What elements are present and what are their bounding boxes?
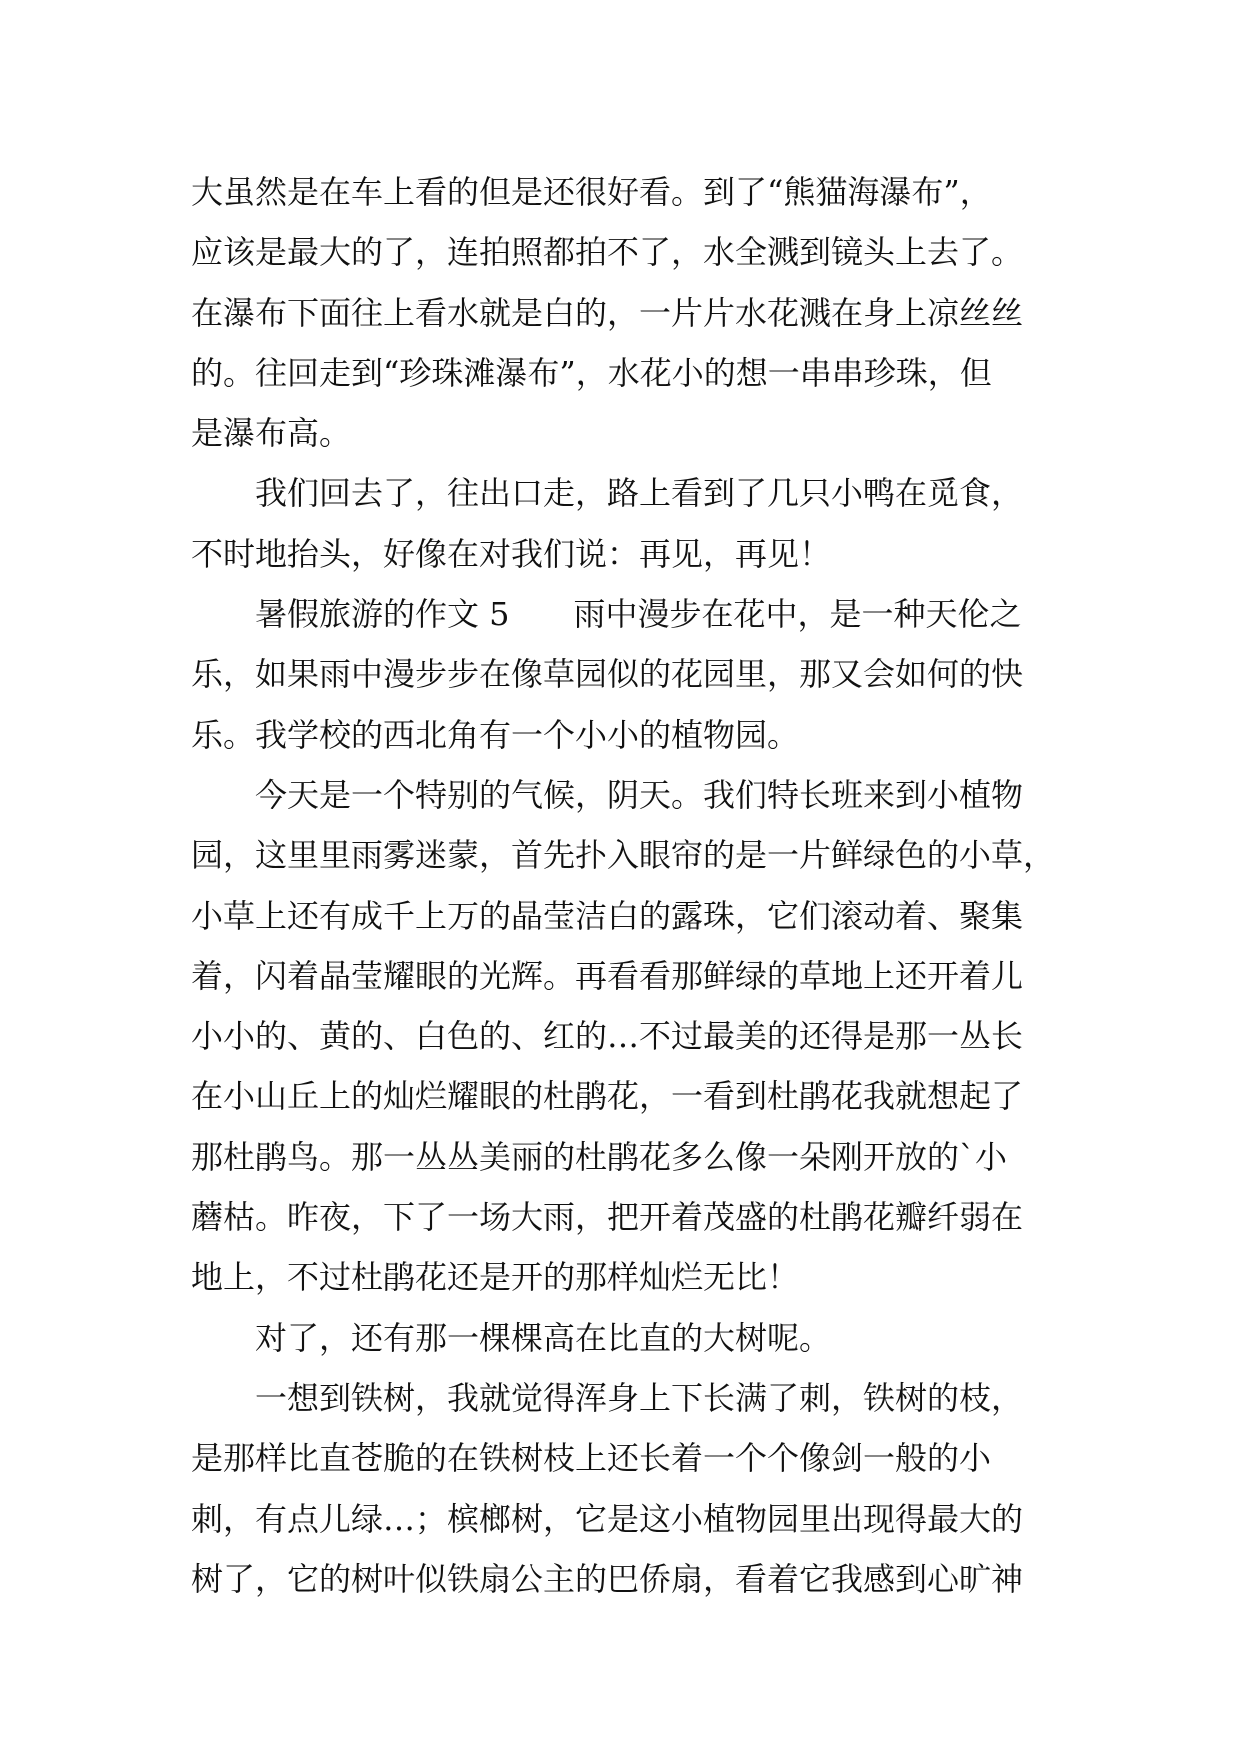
text-line: 是瀑布高。 xyxy=(191,414,352,453)
text-line: 对了，还有那一棵棵高在比直的大树呢。 xyxy=(255,1318,832,1357)
text-line: 暑假旅游的作文 5 雨中漫步在花中，是一种天伦之 xyxy=(255,595,1022,634)
text-line: 的。往回走到“珍珠滩瀑布”，水花小的想一串串珍珠，但 xyxy=(191,353,992,392)
text-line: 小小的、黄的、白色的、红的…不过最美的还得是那一丛长 xyxy=(191,1017,1024,1056)
text-line: 不时地抬头，好像在对我们说：再见，再见！ xyxy=(191,534,832,573)
text-line: 地上，不过杜鹃花还是开的那样灿烂无比！ xyxy=(191,1258,800,1297)
text-line: 大虽然是在车上看的但是还很好看。到了“熊猫海瀑布”， xyxy=(191,173,992,211)
text-line: 乐。我学校的西北角有一个小小的植物园。 xyxy=(191,715,800,754)
text-line: 刺，有点儿绿…；槟榔树，它是这小植物园里出现得最大的 xyxy=(191,1499,1024,1538)
text-line: 今天是一个特别的气候，阴天。我们特长班来到小植物 xyxy=(255,775,1024,814)
text-line: 在小山丘上的灿烂耀眼的杜鹃花，一看到杜鹃花我就想起了 xyxy=(191,1077,1024,1116)
text-line: 乐，如果雨中漫步步在像草园似的花园里，那又会如何的快 xyxy=(191,655,1024,694)
text-line: 蘑枯。昨夜，下了一场大雨，把开着茂盛的杜鹃花瓣纤弱在 xyxy=(191,1198,1024,1237)
text-line: 是那样比直苍脆的在铁树枝上还长着一个个像剑一般的小 xyxy=(191,1439,992,1478)
text-line: 应该是最大的了，连拍照都拍不了，水全溅到镜头上去了。 xyxy=(191,233,1024,272)
text-line: 一想到铁树，我就觉得浑身上下长满了刺，铁树的枝， xyxy=(255,1378,1024,1417)
text-line: 着，闪着晶莹耀眼的光辉。再看看那鲜绿的草地上还开着儿 xyxy=(191,956,1024,995)
text-line: 我们回去了，往出口走，路上看到了几只小鸭在觅食， xyxy=(255,474,1024,513)
text-line: 树了，它的树叶似铁扇公主的巴侨扇，看着它我感到心旷神 xyxy=(191,1559,1024,1598)
text-line: 小草上还有成千上万的晶莹洁白的露珠，它们滚动着、聚集 xyxy=(191,896,1024,935)
text-line: 在瀑布下面往上看水就是白的，一片片水花溅在身上凉丝丝 xyxy=(191,293,1024,332)
text-line: 那杜鹃鸟。那一丛丛美丽的杜鹃花多么像一朵刚开放的`小 xyxy=(191,1137,1008,1176)
body-text xyxy=(191,162,1071,1609)
text-line: 园，这里里雨雾迷蒙，首先扑入眼帘的是一片鲜绿色的小草， xyxy=(191,836,1056,875)
